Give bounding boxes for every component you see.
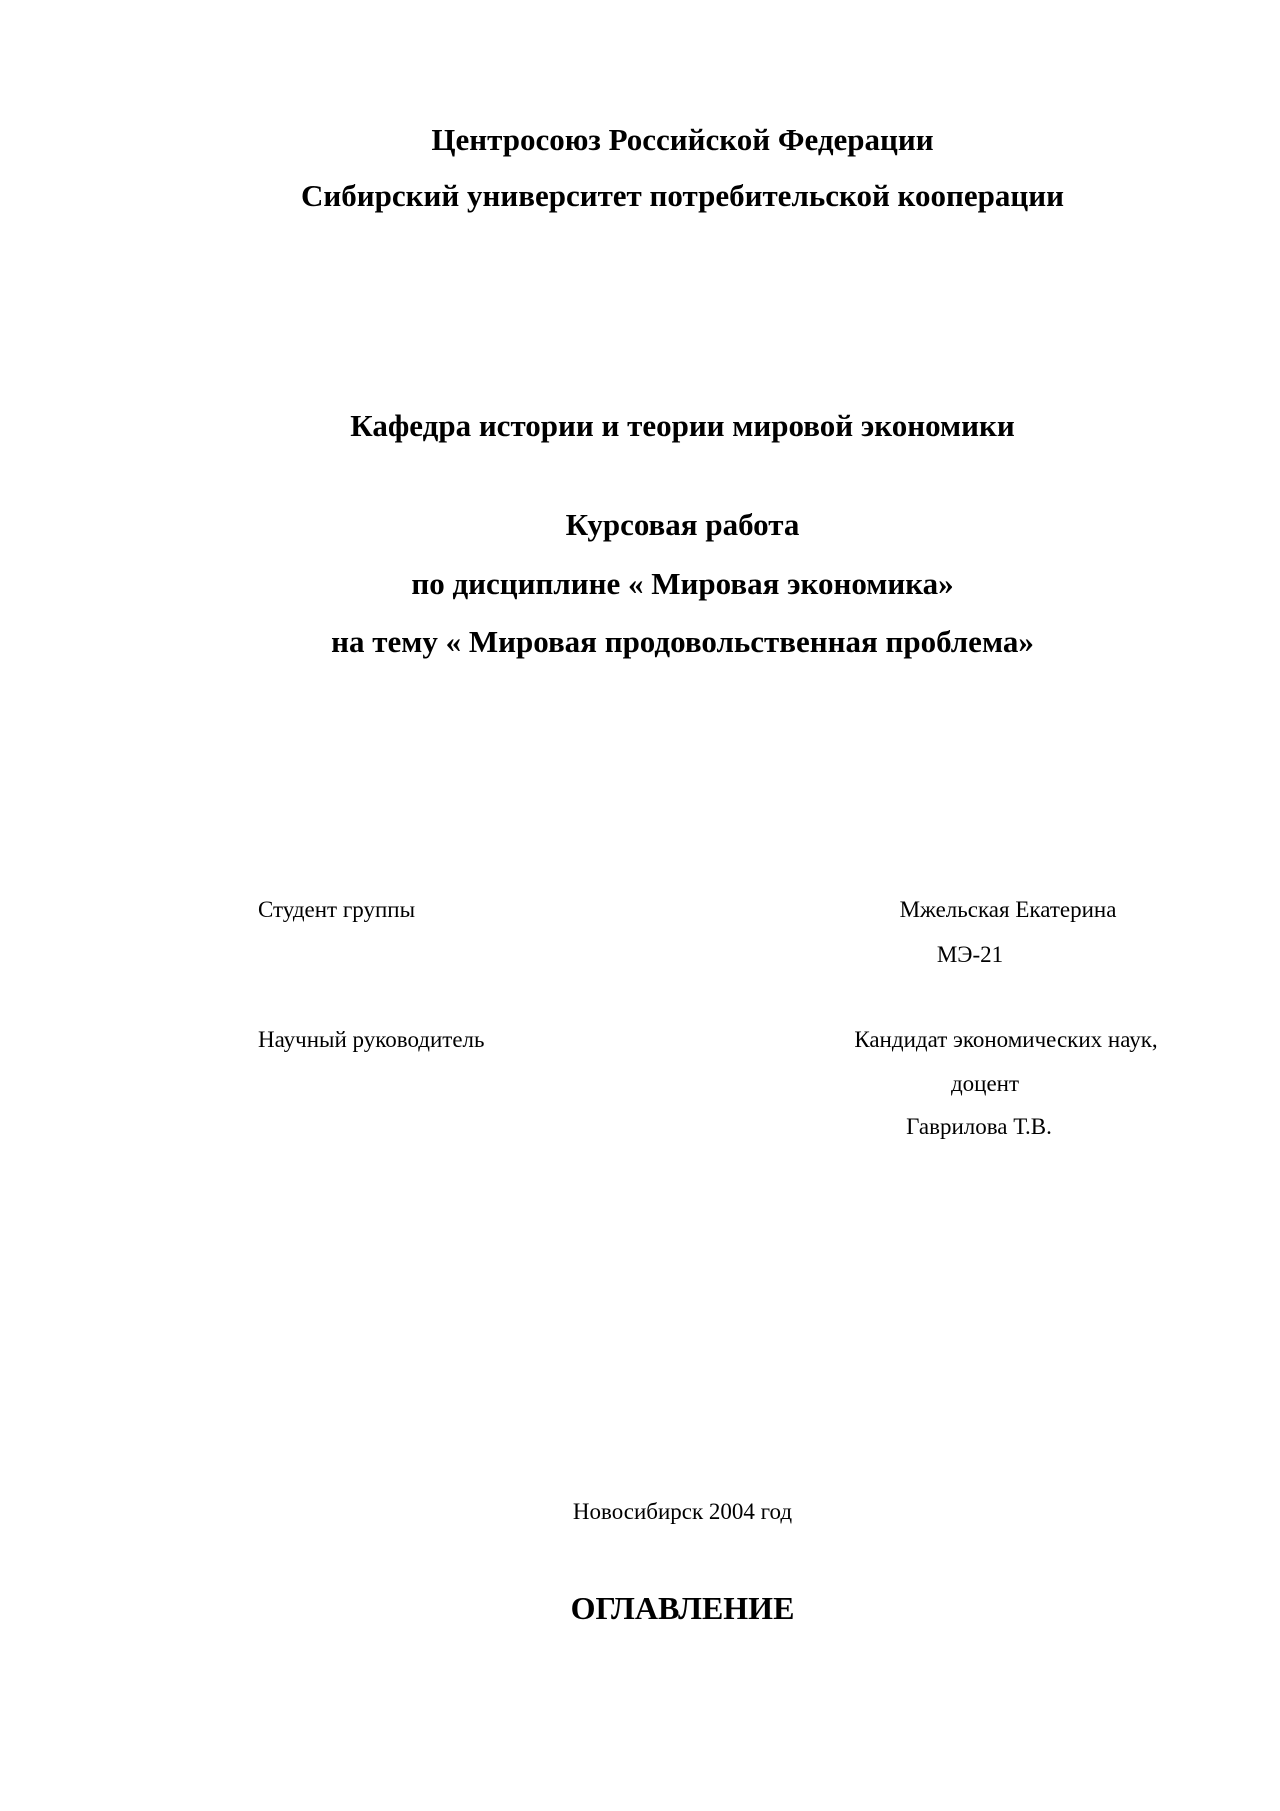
work-type: Курсовая работа (565, 507, 800, 542)
organization-name: Центросоюз Российской Федерации (431, 122, 934, 157)
city-year: Новосибирск 2004 год (572, 1499, 793, 1524)
supervisor-label: Научный руководитель (258, 1027, 485, 1052)
supervisor-title: доцент (950, 1071, 1020, 1096)
student-name: Мжельская Екатерина (899, 897, 1117, 922)
student-group: МЭ-21 (936, 942, 1004, 967)
work-discipline: по дисциплине « Мировая экономика» (411, 566, 954, 601)
supervisor-degree: Кандидат экономических наук, (854, 1027, 1158, 1052)
student-label: Студент группы (258, 897, 416, 922)
toc-heading: ОГЛАВЛЕНИЕ (570, 1590, 795, 1626)
supervisor-name: Гаврилова Т.В. (906, 1114, 1052, 1139)
work-topic: на тему « Мировая продовольственная проблема» (331, 624, 1034, 659)
university-name: Сибирский университет потребительской кооперации (301, 178, 1064, 213)
department-name: Кафедра истории и теории мировой экономики (350, 408, 1015, 443)
